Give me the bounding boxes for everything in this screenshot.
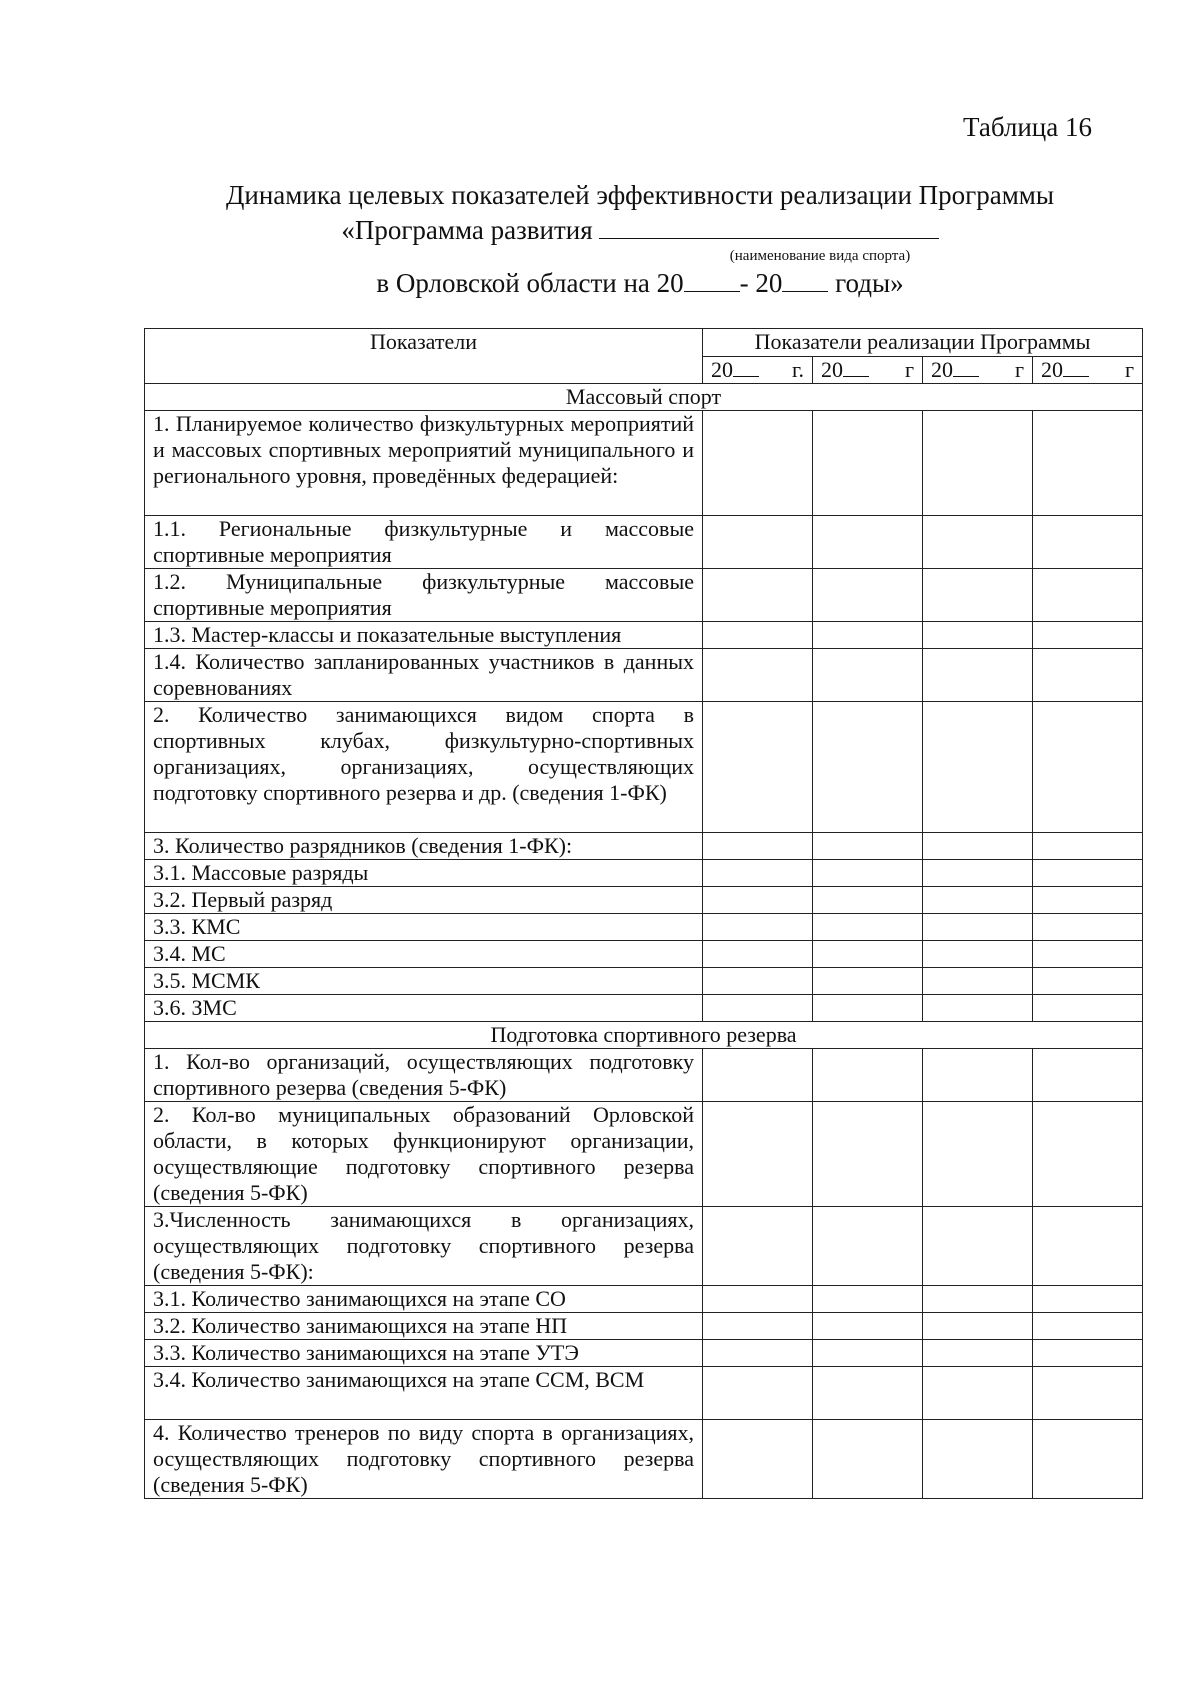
- value-cell[interactable]: [923, 649, 1033, 702]
- value-cell[interactable]: [1033, 1313, 1143, 1340]
- value-cell[interactable]: [813, 1367, 923, 1420]
- value-cell[interactable]: [813, 569, 923, 622]
- value-cell[interactable]: [1033, 569, 1143, 622]
- value-cell[interactable]: [923, 995, 1033, 1022]
- table-row: [145, 914, 1143, 941]
- indicators-column-header: Показатели: [145, 329, 703, 384]
- value-cell[interactable]: [703, 968, 813, 995]
- header-row-1: [145, 329, 1143, 357]
- value-cell[interactable]: [923, 1207, 1033, 1286]
- value-cell[interactable]: [813, 622, 923, 649]
- indicator-label: 2. Кол-во муниципальных образований Орловской области, в которых функционируют организации, осуществляющие подготовку спортивного резерва (сведения 5-ФК): [145, 1102, 703, 1207]
- table-row: [145, 516, 1143, 569]
- year-suffix: г.: [791, 356, 804, 382]
- value-cell[interactable]: [1033, 1049, 1143, 1102]
- value-cell[interactable]: [1033, 411, 1143, 516]
- year-suffix: г: [1125, 356, 1135, 382]
- value-cell[interactable]: [923, 1102, 1033, 1207]
- indicator-label: 3.2. Количество занимающихся на этапе НП: [145, 1313, 703, 1340]
- value-cell[interactable]: [923, 411, 1033, 516]
- value-cell[interactable]: [923, 860, 1033, 887]
- value-cell[interactable]: [1033, 649, 1143, 702]
- value-cell[interactable]: [703, 887, 813, 914]
- indicator-label: 1.1. Региональные физкультурные и массовые спортивные мероприятия: [145, 516, 703, 569]
- year-prefix: 20: [711, 356, 733, 382]
- table-row: [145, 1420, 1143, 1499]
- sport-name-blank: [599, 212, 939, 239]
- table-row: [145, 1049, 1143, 1102]
- value-cell[interactable]: [703, 941, 813, 968]
- table-row: [145, 941, 1143, 968]
- value-cell[interactable]: [703, 702, 813, 833]
- indicator-label: 3.3. КМС: [145, 914, 703, 941]
- value-cell[interactable]: [703, 1286, 813, 1313]
- year-header-4: [1033, 356, 1143, 384]
- indicator-label: 1. Планируемое количество физкультурных мероприятий и массовых спортивных мероприятий муниципального и регионального уровня, проведённых федерацией:: [145, 411, 703, 516]
- value-cell[interactable]: [813, 968, 923, 995]
- value-cell[interactable]: [813, 1286, 923, 1313]
- value-cell[interactable]: [703, 1367, 813, 1420]
- value-cell[interactable]: [813, 887, 923, 914]
- value-cell[interactable]: [703, 411, 813, 516]
- value-cell[interactable]: [1033, 860, 1143, 887]
- table-row: [145, 968, 1143, 995]
- table-row: [145, 1286, 1143, 1313]
- indicator-label: 3.2. Первый разряд: [145, 887, 703, 914]
- value-cell[interactable]: [1033, 1420, 1143, 1499]
- value-cell[interactable]: [923, 914, 1033, 941]
- title-line-2-text: «Программа развития: [341, 215, 593, 245]
- indicator-label: 1. Кол-во организаций, осуществляющих подготовку спортивного резерва (сведения 5-ФК): [145, 1049, 703, 1102]
- year-blank: [953, 358, 979, 377]
- indicator-label: 4. Количество тренеров по виду спорта в организациях, осуществляющих подготовку спортивного резерва (сведения 5-ФК): [145, 1420, 703, 1499]
- value-cell[interactable]: [923, 702, 1033, 833]
- value-cell[interactable]: [923, 1420, 1033, 1499]
- value-cell[interactable]: [1033, 1367, 1143, 1420]
- value-cell[interactable]: [923, 887, 1033, 914]
- indicator-label: 3.1. Массовые разряды: [145, 860, 703, 887]
- value-cell[interactable]: [1033, 1207, 1143, 1286]
- value-cell[interactable]: [1033, 1286, 1143, 1313]
- table-row: [145, 887, 1143, 914]
- table-row: [145, 1207, 1143, 1286]
- value-cell[interactable]: [923, 833, 1033, 860]
- value-cell[interactable]: [703, 622, 813, 649]
- title-line-3: [150, 266, 1130, 300]
- indicator-label: 2. Количество занимающихся видом спорта в спортивных клубах, физкультурно-спортивных организациях, организациях, осуществляющих подготовку спортивного резерва и др. (сведения 1-ФК): [145, 702, 703, 833]
- title-line-3-suffix: годы»: [835, 268, 904, 298]
- table-row: [145, 1340, 1143, 1367]
- year-suffix: г: [904, 356, 914, 382]
- year-header-2: [813, 356, 923, 384]
- value-cell[interactable]: [813, 1207, 923, 1286]
- value-cell[interactable]: [813, 1102, 923, 1207]
- value-cell[interactable]: [813, 411, 923, 516]
- table-row: [145, 833, 1143, 860]
- indicator-label: 3.6. ЗМС: [145, 995, 703, 1022]
- year-blank: [1063, 358, 1089, 377]
- table-row: [145, 411, 1143, 516]
- indicator-label: 1.2. Муниципальные физкультурные массовые спортивные мероприятия: [145, 569, 703, 622]
- value-cell[interactable]: [923, 516, 1033, 569]
- value-cell[interactable]: [813, 941, 923, 968]
- year-blank: [843, 358, 869, 377]
- indicator-label: 1.4. Количество запланированных участников в данных соревнованиях: [145, 649, 703, 702]
- title-line-3-mid: - 20: [739, 268, 783, 298]
- value-cell[interactable]: [1033, 995, 1143, 1022]
- table-row: [145, 702, 1143, 833]
- table-body: [145, 384, 1143, 1499]
- table-row: [145, 569, 1143, 622]
- indicator-label: 3.4. Количество занимающихся на этапе ССМ, ВСМ: [145, 1367, 703, 1420]
- value-cell[interactable]: [703, 833, 813, 860]
- value-cell[interactable]: [1033, 833, 1143, 860]
- section-row: [145, 1022, 1143, 1049]
- value-cell[interactable]: [1033, 914, 1143, 941]
- value-cell[interactable]: [1033, 968, 1143, 995]
- title-line-3-prefix: в Орловской области на 20: [376, 268, 684, 298]
- value-cell[interactable]: [923, 968, 1033, 995]
- value-cell[interactable]: [703, 995, 813, 1022]
- year-prefix: 20: [1041, 356, 1063, 382]
- year-header-3: [923, 356, 1033, 384]
- year-prefix: 20: [931, 356, 953, 382]
- year-end-blank: [782, 271, 828, 292]
- value-cell[interactable]: [703, 914, 813, 941]
- value-cell[interactable]: [923, 1367, 1033, 1420]
- value-cell[interactable]: [703, 1207, 813, 1286]
- value-cell[interactable]: [923, 1340, 1033, 1367]
- value-cell[interactable]: [1033, 941, 1143, 968]
- value-cell[interactable]: [923, 569, 1033, 622]
- value-cell[interactable]: [703, 569, 813, 622]
- table-row: [145, 860, 1143, 887]
- value-cell[interactable]: [813, 1340, 923, 1367]
- value-cell[interactable]: [813, 1420, 923, 1499]
- value-cell[interactable]: [703, 860, 813, 887]
- value-cell[interactable]: [703, 516, 813, 569]
- value-cell[interactable]: [813, 702, 923, 833]
- indicator-label: 3.4. МС: [145, 941, 703, 968]
- sport-name-note: (наименование вида спорта): [729, 248, 911, 264]
- indicator-label: 3.1. Количество занимающихся на этапе СО: [145, 1286, 703, 1313]
- indicator-label: 3.5. МСМК: [145, 968, 703, 995]
- table-row: [145, 995, 1143, 1022]
- section-title: Массовый спорт: [145, 384, 1143, 411]
- value-cell[interactable]: [1033, 1102, 1143, 1207]
- value-cell[interactable]: [703, 649, 813, 702]
- value-cell[interactable]: [1033, 516, 1143, 569]
- table-number: Таблица 16: [963, 112, 1092, 142]
- value-cell[interactable]: [813, 833, 923, 860]
- indicators-table: [144, 328, 1143, 1499]
- value-cell[interactable]: [923, 622, 1033, 649]
- title-line-2: [150, 212, 1130, 247]
- value-cell[interactable]: [1033, 887, 1143, 914]
- value-cell[interactable]: [813, 860, 923, 887]
- section-row: [145, 384, 1143, 411]
- value-cell[interactable]: [813, 649, 923, 702]
- value-cell[interactable]: [703, 1340, 813, 1367]
- program-indicators-header: Показатели реализации Программы: [703, 329, 1143, 357]
- table-row: [145, 1102, 1143, 1207]
- value-cell[interactable]: [703, 1049, 813, 1102]
- value-cell[interactable]: [1033, 702, 1143, 833]
- section-title: Подготовка спортивного резерва: [145, 1022, 1143, 1049]
- indicator-label: 3.3. Количество занимающихся на этапе УТЭ: [145, 1340, 703, 1367]
- value-cell[interactable]: [923, 941, 1033, 968]
- value-cell[interactable]: [813, 914, 923, 941]
- value-cell[interactable]: [813, 1313, 923, 1340]
- value-cell[interactable]: [813, 1049, 923, 1102]
- year-start-blank: [684, 271, 740, 292]
- table-row: [145, 622, 1143, 649]
- year-blank: [733, 358, 759, 377]
- indicator-label: 3.Численность занимающихся в организациях, осуществляющих подготовку спортивного резерва (сведения 5-ФК):: [145, 1207, 703, 1286]
- indicator-label: 3. Количество разрядников (сведения 1-ФК):: [145, 833, 703, 860]
- year-prefix: 20: [821, 356, 843, 382]
- indicator-label: 1.3. Мастер-классы и показательные выступления: [145, 622, 703, 649]
- table-row: [145, 1313, 1143, 1340]
- value-cell[interactable]: [1033, 622, 1143, 649]
- document-title: [150, 178, 1130, 300]
- year-suffix: г: [1014, 356, 1024, 382]
- value-cell[interactable]: [923, 1313, 1033, 1340]
- value-cell[interactable]: [923, 1286, 1033, 1313]
- table-row: [145, 649, 1143, 702]
- value-cell[interactable]: [703, 1102, 813, 1207]
- value-cell[interactable]: [703, 1313, 813, 1340]
- title-line-1: Динамика целевых показателей эффективности реализации Программы: [225, 180, 1055, 210]
- value-cell[interactable]: [813, 516, 923, 569]
- year-header-1: [703, 356, 813, 384]
- value-cell[interactable]: [923, 1049, 1033, 1102]
- table-row: [145, 1367, 1143, 1420]
- value-cell[interactable]: [703, 1420, 813, 1499]
- value-cell[interactable]: [1033, 1340, 1143, 1367]
- value-cell[interactable]: [813, 995, 923, 1022]
